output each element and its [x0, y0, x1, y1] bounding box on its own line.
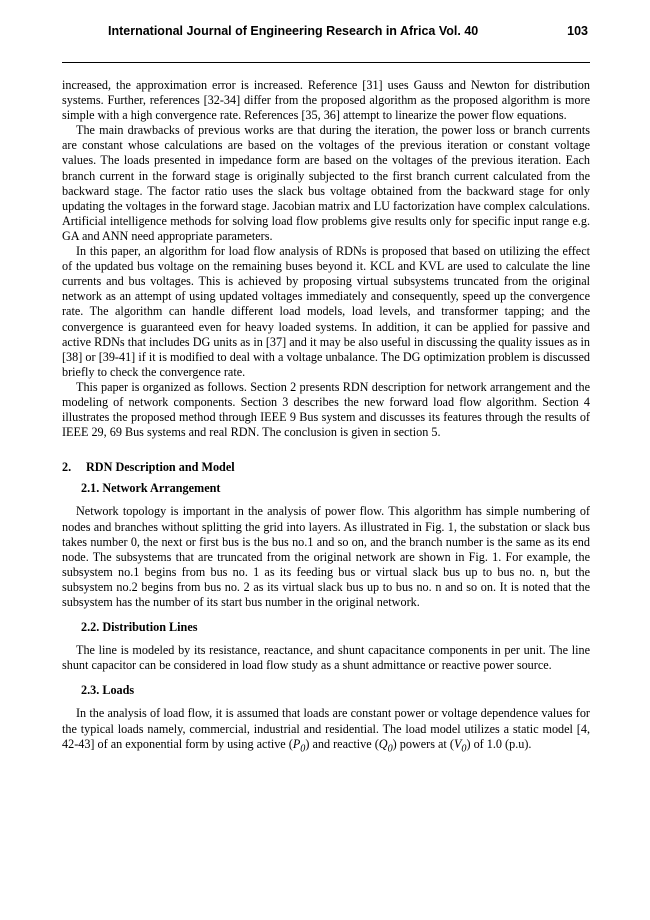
section-2-heading [62, 460, 590, 475]
paragraph-2: The main drawbacks of previous works are that during the iteration, the power loss or branch currents are constant whose calculations are based on the voltages of the previous iteration or constant voltage values. The loads presented in impedance form are based on the voltages of the previous iteration. Each branch current in the forward stage is originally subjected to the first branch current calculated from the backward stage. The factor ratio uses the slack bus voltage obtained from the backward stage for only updating the voltages in the forward stage. Jacobian matrix and LU factorization have complex calculations. Artificial intelligence methods for solving load flow problems give results only for specific input range e.g. GA and ANN need appropriate parameters. [62, 123, 590, 243]
subsection-2-1-text: Network topology is important in the analysis of power flow. This algorithm has simple numbering of nodes and branches without splitting the grid into layers. As illustrated in Fig. 1, the substation or slack bus takes number 0, the next or first bus is the bus no.1 and so on, and the branch number is the same as its end node. The subsystems that are truncated from the original network are shown in Fig. 1. For example, the subsystem no.1 begins from bus no. 1 as its feeding bus or virtual slack bus up to bus no. n, but the subsystem no.2 begins from bus no. 2 as its virtual slack bus up to bus no. n and so on. It is noted that the subsystem has the number of its start bus number in the original network. [62, 504, 590, 609]
reactive-power-symbol: Q [378, 736, 388, 751]
paragraph-4: This paper is organized as follows. Section 2 presents RDN description for network arrangement and the modeling of network components. Section 3 describes the new forward load flow algorithm. Section 4 illustrates the proposed method through IEEE 9 Bus system and discusses its features through the results of IEEE 29, 69 Bus systems and real RDN. The conclusion is given in section 5. [62, 379, 590, 440]
subsection-2-1-heading: 2.1. Network Arrangement [81, 481, 221, 496]
paragraph-1: increased, the approximation error is increased. Reference [31] uses Gauss and Newton for distribution systems. Further, references [32-34] differ from the proposed algorithm as the proposed algorithm is more simple with a high convergence rate. References [35, 36] attempt to linearize the power flow equations. [62, 78, 590, 123]
active-power-symbol: P [292, 736, 301, 751]
subsection-2-3-heading: 2.3. Loads [81, 683, 135, 698]
header-rule [62, 62, 590, 63]
paragraph-3: In this paper, an algorithm for load flow analysis of RDNs is proposed that based on utilizing the effect of the updated bus voltage on the remaining buses beyond it. KCL and KVL are used to calculate the line currents and bus voltages. This is achieved by proposing virtual subsystems truncated from the original network as an attempt of using updated voltages immediately and consequently, speed up the convergence rate. The algorithm can handle different load models, load levels, and transformer tapping; and the convergence is guaranteed even for heavy loaded systems. In addition, it can be applied for passive and active RDNs that includes DG units as in [37] and it may be also useful in discussing the quality issues as in [38] or [39-41] if it is modified to deal with a voltage unbalance. The DG optimization problem is discussed briefly to check the convergence rate. [62, 244, 590, 379]
section-2-title: RDN Description and Model [86, 460, 235, 475]
section-2-number: 2. [62, 460, 72, 475]
article-body [62, 78, 590, 756]
voltage-symbol: V [453, 736, 462, 751]
page-header [62, 22, 590, 44]
subsection-2-3-text: In the analysis of load flow, it is assumed that loads are constant power or voltage dependence values for the typical loads namely, commercial, industrial and residential. The load model utilizes a static model [4, 42-43] of an exponential form by using active $(P_0)$ and reactive $(Q_0)$ powers at $(V_0)$ of 1.0 (p.u). [62, 706, 590, 755]
subsection-2-2-text: The line is modeled by its resistance, reactance, and shunt capacitance components in per unit. The line shunt capacitor can be considered in load flow study as a shunt admittance or reactive power source. [62, 643, 590, 673]
journal-title: International Journal of Engineering Research in Africa Vol. 40 [108, 24, 479, 38]
page-number: 103 [567, 24, 588, 38]
subsection-2-2-heading: 2.2. Distribution Lines [81, 620, 198, 635]
